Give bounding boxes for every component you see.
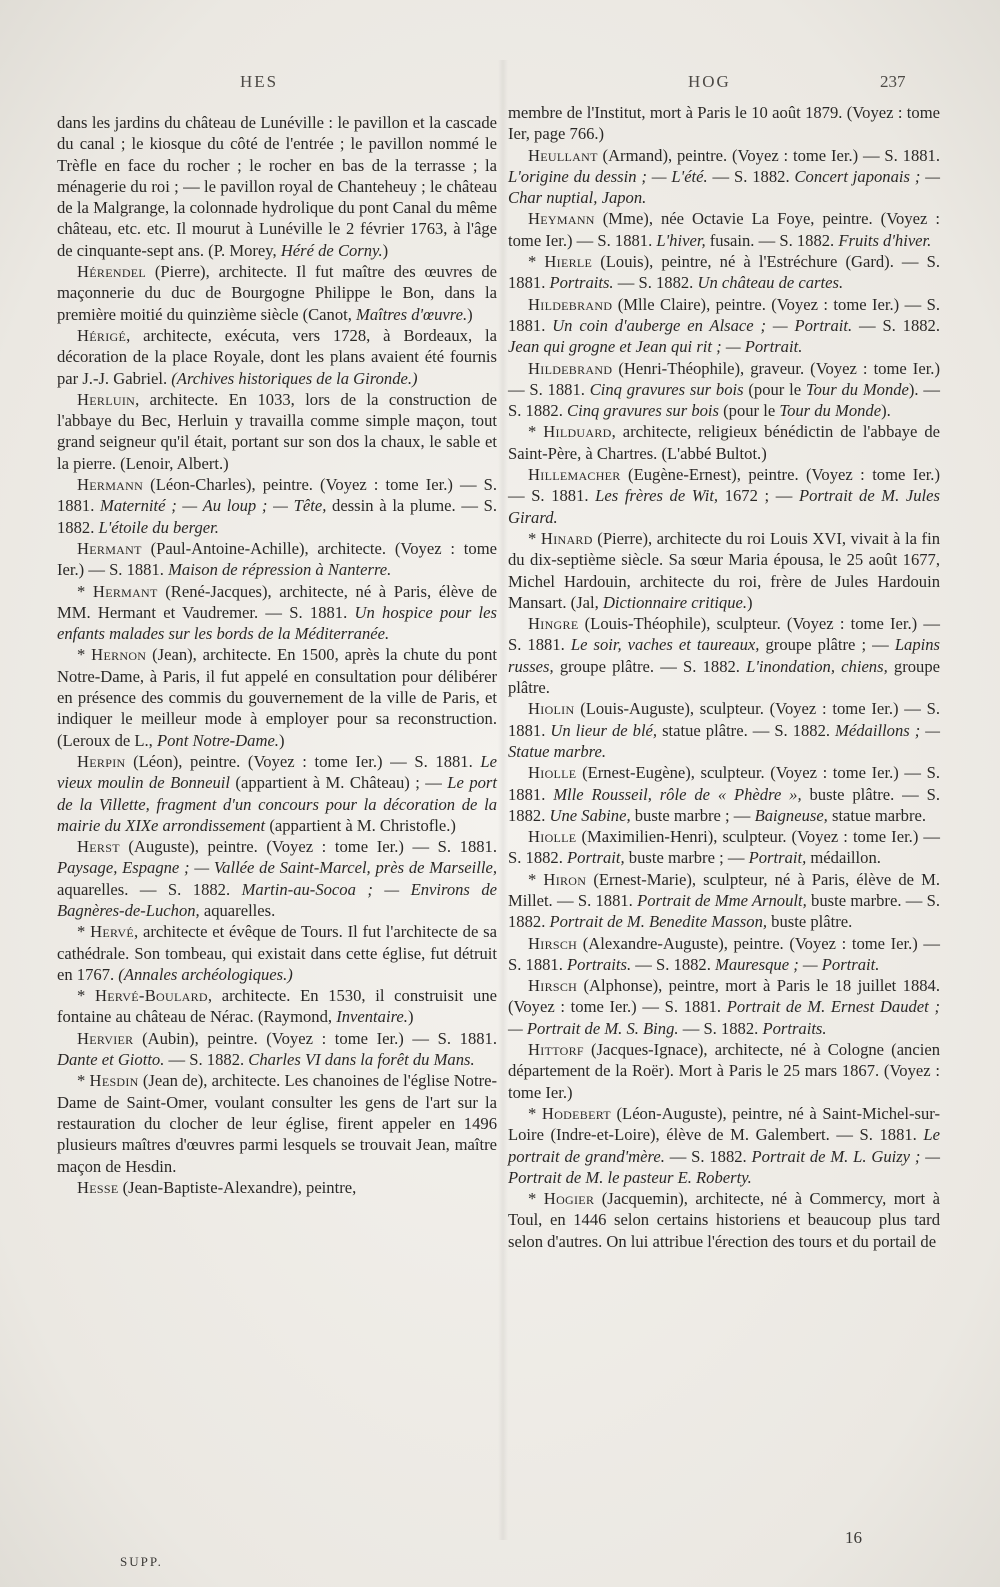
page-gutter-shadow	[498, 60, 508, 1540]
entry-text: *	[528, 422, 544, 442]
entry-headword: Hiron	[543, 869, 587, 889]
entry-headword: Hermant	[92, 581, 158, 601]
entry-text: — S. 1882.	[613, 273, 698, 293]
entry-text: médaillon.	[806, 848, 881, 868]
dictionary-entry	[57, 389, 497, 474]
entry-title-italic: Concert japonais ; — Char nuptial, Japon.	[508, 166, 940, 208]
entry-headword: Hervier	[77, 1028, 134, 1048]
dictionary-entry	[508, 826, 940, 869]
dictionary-entry	[508, 869, 940, 933]
entry-headword: Hervé	[90, 922, 134, 942]
dictionary-entry	[57, 921, 497, 985]
entry-text: *	[77, 922, 91, 942]
entry-headword: Hierle	[544, 252, 593, 272]
entry-text: *	[528, 528, 541, 548]
running-head-right: HOG	[688, 72, 731, 91]
entry-headword: Hinard	[540, 528, 593, 548]
entry-text: ).	[881, 401, 891, 421]
entry-text: )	[467, 304, 473, 324]
entry-text: (Pierre), architecte. Il fut maître des œuvres de maçonnerie du duc de Bourgogne Philippe le Bon, dans la première moitié du quinzième siècle (Canot,	[57, 262, 497, 324]
entry-title-italic: Tour du Monde	[805, 379, 909, 399]
entry-text: (Léon), peintre. (Voyez : tome Ier.) — S. 1881.	[125, 751, 481, 771]
entry-title-italic: Maternité ; — Au loup ; — Tête,	[100, 496, 327, 516]
entry-title-italic: L'inondation, chiens,	[746, 656, 888, 676]
dictionary-entry	[508, 613, 940, 698]
entry-headword: Hirsch	[528, 933, 578, 953]
dictionary-entry	[508, 933, 940, 976]
entry-text: )	[278, 730, 285, 750]
entry-headword: Hérendel	[77, 262, 147, 282]
entry-text: )	[747, 592, 753, 612]
dictionary-entry	[508, 762, 940, 826]
entry-headword: Hingre	[528, 614, 579, 634]
entry-text: — S. 1882.	[678, 1018, 763, 1038]
entry-title-italic: Portrait de M. L. Guizy ; — Portrait de M. le pasteur E. Roberty.	[508, 1146, 940, 1187]
dictionary-entry	[57, 985, 497, 1028]
entry-text: groupe plâtre.	[508, 656, 940, 698]
entry-text: *	[528, 869, 544, 889]
entry-text: groupe plâtre. — S. 1882.	[553, 656, 747, 676]
entry-title-italic: Portrait de M. Benedite Masson,	[549, 912, 768, 932]
entry-headword: Heymann	[528, 209, 595, 229]
entry-text: aquarelles.	[199, 900, 276, 920]
dictionary-entry	[57, 261, 497, 325]
entry-title-italic: (Annales archéologiques.)	[118, 964, 293, 984]
entry-text: (Léon-Auguste), peintre, né à Saint-Michel-sur-Loire (Indre-et-Loire), élève de M. Galembert. — S. 1881.	[508, 1103, 940, 1145]
entry-text: *	[77, 581, 93, 601]
entry-headword: Hesse	[77, 1177, 119, 1197]
entry-title-italic: Médaillons ; — Statue marbre.	[508, 720, 941, 761]
dictionary-entry	[508, 528, 940, 613]
dictionary-entry	[508, 294, 940, 358]
page-number: 237	[880, 72, 906, 91]
entry-title-italic: Une Sabine,	[549, 805, 631, 825]
entry-title-italic: Inventaire.	[336, 1007, 408, 1027]
entry-text: , architecte et évêque de Tours. Il fut l'architecte de sa cathédrale. Son tombeau, qui existait dans cette église, fut détruit en 1767.	[57, 922, 497, 984]
entry-text: (appartient à M. Château) ; —	[229, 773, 448, 793]
dictionary-entry	[508, 1039, 940, 1103]
entry-title-italic: Portraits.	[549, 273, 614, 293]
entry-headword: Hildebrand	[528, 358, 613, 378]
entry-headword: Hervé-Boulard	[95, 986, 208, 1006]
entry-headword: Hodebert	[541, 1103, 611, 1123]
entry-title-italic: Portrait de Mme Arnoult,	[637, 890, 807, 910]
entry-title-italic: Maison de répression à Nanterre.	[168, 560, 392, 580]
entry-headword: Hittorf	[528, 1040, 584, 1060]
entry-text: buste marbre ; —	[630, 805, 755, 825]
entry-text: statue plâtre. — S. 1882.	[657, 720, 836, 740]
entry-title-italic: Martin-au-Socoa ; — Environs de Bagnères-de-Luchon,	[57, 879, 497, 920]
entry-text: (Mlle Claire), peintre. (Voyez : tome Ier.) — S. 1881.	[508, 294, 940, 335]
dictionary-entry	[508, 421, 940, 464]
dictionary-entry	[508, 1103, 940, 1188]
entry-title-italic: Fruits d'hiver.	[838, 230, 932, 250]
entry-title-italic: Le port de la Villette, fragment d'un concours pour la décoration de la mairie du XIXe arrondissement	[57, 773, 497, 835]
entry-text: (appartient à M. Christofle.)	[265, 815, 456, 835]
entry-title-italic: (Archives historiques de la Gironde.)	[171, 368, 418, 388]
entry-title-italic: Héré de Corny.	[280, 240, 383, 260]
entry-text: (Ernest-Eugène), sculpteur. (Voyez : tome Ier.) — S. 1881.	[508, 763, 940, 804]
entry-headword: Hesdin	[89, 1071, 139, 1091]
entry-title-italic: L'hiver,	[656, 230, 706, 250]
entry-text: (Eugène-Ernest), peintre. (Voyez : tome Ier.) — S. 1881.	[508, 465, 940, 506]
entry-text: (Maximilien-Henri), sculpteur. (Voyez : tome Ier.) — S. 1882.	[508, 827, 940, 868]
entry-headword: Hermant	[77, 538, 142, 558]
entry-title-italic: Un château de cartes.	[697, 273, 844, 293]
left-column	[57, 112, 497, 1198]
entry-headword: Hilduard	[543, 422, 612, 442]
entry-title-italic: Portrait de M. Jules Girard.	[508, 486, 940, 527]
entry-text: (Jean), architecte. En 1500, après la chute du pont Notre-Dame, à Paris, il fut appelé en consultation pour délibérer en présence des commis du gouvernement de la ville de Paris, et indiquer le meilleur mode à employer pour sa reconstruction. (Leroux de L.,	[57, 645, 497, 750]
entry-text: (René-Jacques), architecte, né à Paris, élève de MM. Hermant et Vaudremer. — S. 1881.	[57, 581, 497, 622]
entry-title-italic: Un hospice pour les enfants malades sur les bords de la Méditerranée.	[57, 602, 497, 644]
entry-text: 1672 ; —	[718, 486, 799, 506]
entry-text: aquarelles. — S. 1882.	[57, 879, 242, 899]
entry-text: buste plâtre. — S. 1882.	[508, 784, 941, 825]
entry-text: *	[528, 1189, 544, 1209]
entry-text: — S. 1882.	[707, 166, 795, 186]
entry-title-italic: Le portrait de grand'mère.	[508, 1125, 940, 1166]
entry-text: (Aubin), peintre. (Voyez : tome Ier.) — S. 1881.	[133, 1028, 497, 1048]
entry-text: — S. 1882.	[852, 315, 941, 335]
entry-title-italic: Un lieur de blé,	[550, 720, 658, 740]
entry-text: (Mme), née Octavie La Foye, peintre. (Voyez : tome Ier.) — S. 1881.	[508, 209, 940, 250]
entry-title-italic: Jean qui grogne et Jean qui rit ; — Portrait.	[508, 337, 803, 357]
entry-text: (Léon-Charles), peintre. (Voyez : tome Ier.) — S. 1881.	[57, 475, 497, 516]
entry-headword: Hiolin	[528, 699, 575, 719]
entry-headword: Hillemacher	[528, 465, 621, 485]
entry-text: ). — S. 1882.	[508, 379, 940, 421]
entry-title-italic: Mauresque ; — Portrait.	[715, 954, 880, 974]
entry-text: (Jean-Baptiste-Alexandre), peintre,	[118, 1177, 357, 1197]
entry-text: (Armand), peintre. (Voyez : tome Ier.) — S. 1881.	[597, 145, 940, 165]
entry-title-italic: Portrait,	[567, 848, 625, 868]
entry-title-italic: Portraits.	[762, 1018, 827, 1038]
signature-mark: SUPP.	[120, 1554, 163, 1569]
entry-text: (Jacquemin), architecte, né à Commercy, mort à Toul, en 1446 selon certains historiens et beaucoup plus tard selon d'autres. On lui attribue l'érection des tours et du portail de	[508, 1189, 940, 1251]
entry-headword: Herluin	[77, 389, 136, 409]
entry-text: (Auguste), peintre. (Voyez : tome Ier.) — S. 1881.	[119, 837, 497, 857]
dictionary-entry	[57, 751, 497, 836]
entry-text: dans les jardins du château de Lunéville : le pavillon et la cascade du canal ; le kiosque du côté de l'entrée ; le pavillon nommé le Trèfle en face du rocher ; le rocher en bas de la terrasse ; la ménagerie du roi ; — le pavillon royal de Chanteheuy ; le château de la Malgrange, la colonnade hydrolique du pont Canal du même château, etc. etc. Il mourut à Lunéville le 2 février 1763, à l'âge de cinquante-sept ans. (P. Morey,	[57, 113, 497, 260]
entry-headword: Hirsch	[528, 976, 578, 996]
dictionary-entry	[508, 251, 940, 294]
entry-title-italic: Charles VI dans la forêt du Mans.	[248, 1050, 475, 1070]
entry-headword: Hernon	[91, 645, 147, 665]
entry-title-italic: Le vieux moulin de Bonneuil	[57, 751, 497, 793]
entry-title-italic: Cinq gravures sur bois	[567, 401, 719, 421]
dictionary-entry	[508, 208, 940, 251]
entry-text: buste plâtre.	[767, 912, 853, 932]
entry-text: dessin à la plume. — S. 1882.	[57, 496, 498, 537]
dictionary-entry	[57, 644, 497, 750]
entry-text: , architecte, religieux bénédictin de l'abbaye de Saint-Père, à Chartres. (L'abbé Bultot.)	[508, 422, 940, 463]
entry-text: buste marbre. — S. 1882.	[508, 890, 940, 932]
entry-title-italic: Lapins russes,	[508, 635, 940, 676]
entry-text: *	[77, 645, 92, 665]
entry-title-italic: Dictionnaire critique.	[602, 592, 748, 612]
entry-text: (Louis-Théophile), sculpteur. (Voyez : tome Ier.) — S. 1881.	[508, 614, 940, 655]
entry-headword: Hérigé	[77, 325, 127, 345]
entry-text: (Alphonse), peintre, mort à Paris le 18 juillet 1884. (Voyez : tome Ier.) — S. 1881.	[508, 976, 940, 1017]
entry-title-italic: Dante et Giotto.	[57, 1050, 165, 1070]
entry-headword: Herst	[77, 837, 120, 857]
entry-title-italic: Portraits.	[567, 954, 632, 974]
entry-title-italic: Paysage, Espagne ; — Vallée de Saint-Marcel, près de Marseille,	[57, 858, 497, 878]
entry-text: (pour le	[718, 401, 780, 421]
entry-title-italic: L'origine du dessin ; — L'été.	[508, 166, 708, 186]
entry-headword: Heullant	[528, 145, 598, 165]
entry-title-italic: Maîtres d'œuvre.	[356, 304, 468, 324]
entry-text: (Paul-Antoine-Achille), architecte. (Voyez : tome Ier.) — S. 1881.	[57, 538, 497, 580]
entry-text: (Louis), peintre, né à l'Estréchure (Gard). — S. 1881.	[508, 252, 940, 293]
dictionary-entry	[57, 538, 497, 581]
entry-title-italic: Baigneuse,	[754, 805, 828, 825]
entry-text: fusain. — S. 1882.	[705, 230, 839, 250]
entry-headword: Herpin	[77, 751, 126, 771]
entry-text: *	[528, 252, 545, 272]
dictionary-entry	[57, 325, 497, 389]
entry-title-italic: Un coin d'auberge en Alsace ; — Portrait.	[552, 315, 853, 335]
entry-text: (Ernest-Marie), sculpteur, né à Paris, élève de M. Millet. — S. 1881.	[508, 869, 940, 910]
entry-text: *	[77, 986, 96, 1006]
entry-text: (Alexandre-Auguste), peintre. (Voyez : tome Ier.) — S. 1881.	[508, 933, 940, 974]
entry-text: (Jean de), architecte. Les chanoines de l'église Notre-Dame de Saint-Omer, voulant consulter les gens de l'art sur la restauration du clocher de leur église, firent appeler en 1496 plusieurs maîtres d'œuvres parmi lesquels se trouvait Jean, maître maçon de Hesdin.	[57, 1071, 497, 1176]
sheet-number: 16	[845, 1528, 862, 1547]
entry-title-italic: Pont Notre-Dame.	[156, 730, 279, 750]
entry-title-italic: Portrait,	[748, 848, 807, 868]
entry-title-italic: Portrait de M. Ernest Daudet ; — Portrait de M. S. Bing.	[508, 997, 940, 1038]
dictionary-entry	[57, 1070, 497, 1176]
dictionary-entry	[508, 102, 940, 145]
dictionary-entry	[57, 1028, 497, 1071]
entry-headword: Hogier	[543, 1189, 595, 1209]
entry-text: membre de l'Institut, mort à Paris le 10 août 1879. (Voyez : tome Ier, page 766.)	[508, 103, 940, 144]
right-column	[508, 102, 940, 1252]
entry-text: (Jacques-Ignace), architecte, né à Cologne (ancien département de la Roër). Mort à Paris le 25 mars 1867. (Voyez : tome Ier.)	[508, 1040, 940, 1102]
running-head-left: HES	[240, 72, 279, 91]
dictionary-entry	[57, 1177, 497, 1198]
entry-text: , architecte. En 1033, lors de la construction de l'abbaye du Bec, Herluin y travailla comme simple maçon, tout grand seigneur qu'il était, portant sur son dos la chaux, le sable et la pierre. (Lenoir, Albert.)	[57, 389, 497, 473]
entry-text: (pour le	[743, 379, 806, 399]
entry-headword: Hiolle	[528, 763, 577, 783]
entry-text: (Henri-Théophile), graveur. (Voyez : tome Ier.) — S. 1881.	[508, 358, 940, 399]
entry-text: , architecte, exécuta, vers 1728, à Bordeaux, la décoration de la place Royale, dont les plans avaient été fournis par J.-J. Gabriel.	[57, 325, 497, 388]
dictionary-entry	[508, 358, 940, 422]
entry-title-italic: Cinq gravures sur bois	[589, 379, 744, 399]
dictionary-entry	[508, 975, 940, 1039]
entry-headword: Hiolle	[528, 827, 577, 847]
dictionary-entry	[57, 112, 497, 261]
dictionary-entry	[508, 464, 940, 528]
entry-text: buste marbre ; —	[624, 848, 749, 868]
entry-title-italic: Tour du Monde	[779, 401, 882, 421]
entry-text: , architecte. En 1530, il construisit une fontaine au château de Nérac. (Raymond,	[57, 986, 497, 1027]
dictionary-entry	[508, 1188, 940, 1252]
entry-title-italic: Le soir, vaches et taureaux,	[570, 635, 760, 655]
dictionary-entry	[57, 474, 497, 538]
entry-text: )	[382, 240, 389, 260]
dictionary-entry	[57, 836, 497, 921]
entry-headword: Hildebrand	[528, 294, 613, 314]
dictionary-entry	[508, 698, 940, 762]
entry-text: — S. 1882.	[164, 1050, 249, 1070]
entry-text: — S. 1882.	[631, 954, 716, 974]
entry-text: (Louis-Auguste), sculpteur. (Voyez : tome Ier.) — S. 1881.	[508, 699, 940, 740]
entry-text: *	[528, 1103, 542, 1123]
entry-text: statue marbre.	[827, 805, 926, 825]
entry-title-italic: Les frères de Wit,	[595, 486, 719, 506]
entry-title-italic: Mlle Rousseil, rôle de « Phèdre »,	[553, 784, 802, 804]
entry-text: (Pierre), architecte du roi Louis XVI, vivait à la fin du dix-septième siècle. Sa sœur Maria épousa, le 25 août 1677, Michel Hardouin, architecte du roi, frère de Jules Hardouin Mansart. (Jal,	[508, 528, 940, 612]
dictionary-entry	[57, 581, 497, 645]
entry-text: )	[407, 1007, 414, 1027]
entry-text: — S. 1882.	[664, 1146, 752, 1166]
entry-headword: Hermann	[77, 475, 144, 495]
entry-title-italic: L'étoile du berger.	[98, 517, 219, 537]
entry-text: *	[77, 1071, 90, 1091]
entry-text: groupe plâtre ; —	[759, 635, 895, 655]
dictionary-entry	[508, 145, 940, 209]
